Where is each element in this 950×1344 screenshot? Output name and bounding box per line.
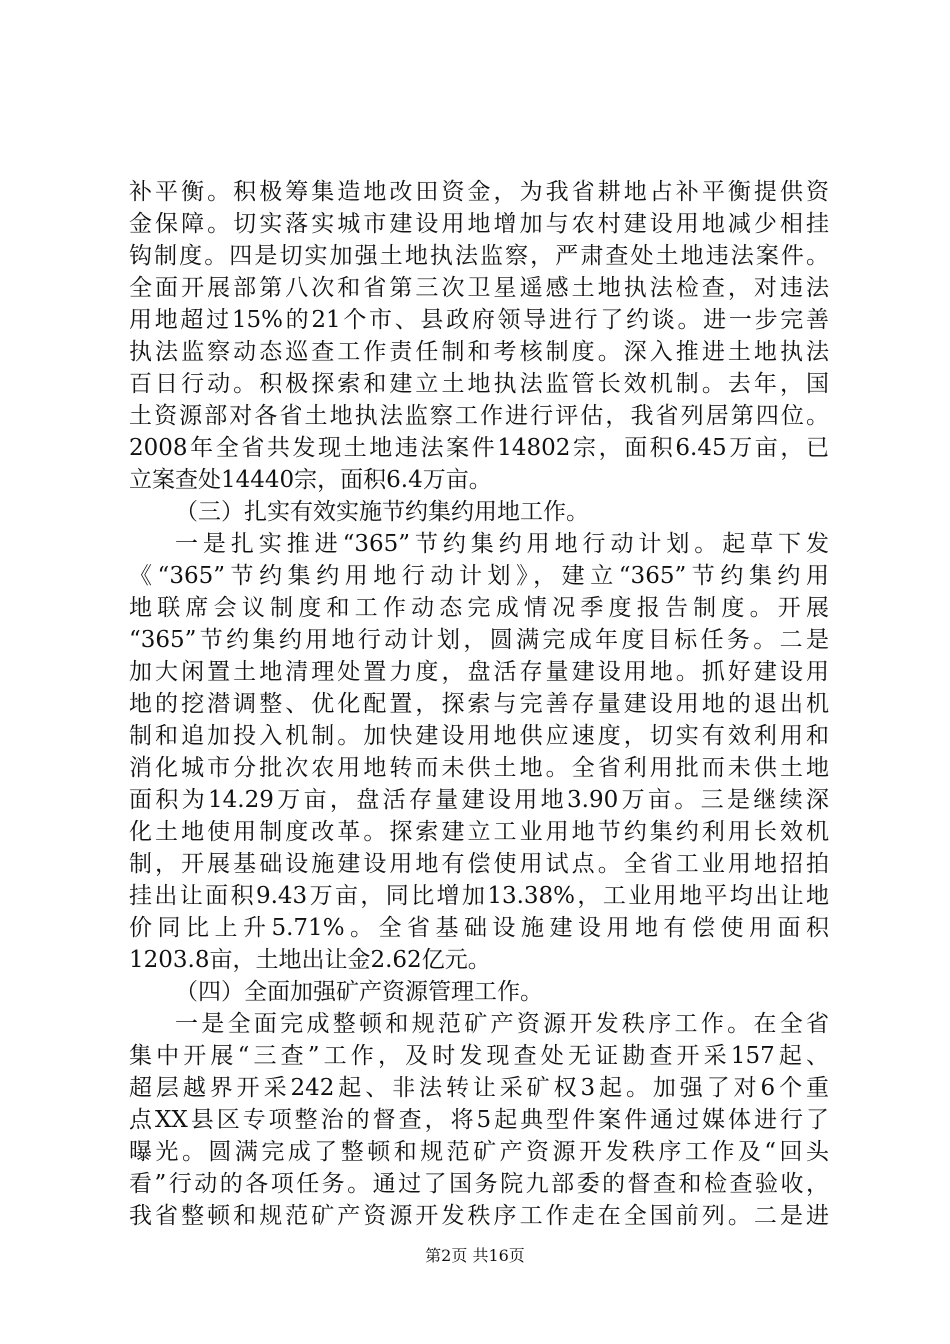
paragraph-line: 制和追加投入机制。加快建设用地供应速度，切实有效利用和	[129, 723, 829, 749]
page-footer: 第2页 共16页	[425, 1246, 525, 1265]
paragraph-line: 集中开展“三查”工作，及时发现查处无证勘查开采157起、	[129, 1043, 829, 1069]
paragraph-line: 钩制度。四是切实加强土地执法监察，严肃查处土地违法案件。	[129, 243, 829, 269]
paragraph-line: 挂出让面积9.43万亩，同比增加13.38%，工业用地平均出让地	[129, 883, 829, 909]
paragraph-line: 地的挖潜调整、优化配置，探索与完善存量建设用地的退出机	[129, 691, 829, 717]
paragraph-line: 价同比上升5.71%。全省基础设施建设用地有偿使用面积	[129, 915, 829, 941]
paragraph-line: 1203.8亩，土地出让金2.62亿元。	[129, 947, 491, 973]
paragraph-line: 百日行动。积极探索和建立土地执法监管长效机制。去年，国	[129, 371, 829, 397]
paragraph-line: 立案查处14440宗，面积6.4万亩。	[129, 467, 492, 493]
paragraph-line: 看”行动的各项任务。通过了国务院九部委的督查和检查验收，	[129, 1171, 829, 1197]
paragraph-line: 执法监察动态巡查工作责任制和考核制度。深入推进土地执法	[129, 339, 829, 365]
paragraph-line: 面积为14.29万亩，盘活存量建设用地3.90万亩。三是继续深	[129, 787, 829, 813]
paragraph-line: 金保障。切实落实城市建设用地增加与农村建设用地减少相挂	[129, 211, 829, 237]
paragraph-line: 我省整顿和规范矿产资源开发秩序工作走在全国前列。二是进	[129, 1203, 829, 1229]
paragraph-line: 超层越界开采242起、非法转让采矿权3起。加强了对6个重	[129, 1075, 829, 1101]
paragraph-line: 化土地使用制度改革。探索建立工业用地节约集约利用长效机	[129, 819, 829, 845]
paragraph-line: 地联席会议制度和工作动态完成情况季度报告制度。开展	[129, 595, 829, 621]
paragraph-line: 用地超过15%的21个市、县政府领导进行了约谈。进一步完善	[129, 307, 829, 333]
paragraph-line: 曝光。圆满完成了整顿和规范矿产资源开发秩序工作及“回头	[129, 1139, 829, 1165]
document-body	[129, 176, 829, 1232]
paragraph-line: 一是扎实推进“365”节约集约用地行动计划。起草下发	[175, 531, 829, 557]
paragraph-line: 全面开展部第八次和省第三次卫星遥感土地执法检查，对违法	[129, 275, 829, 301]
paragraph-line: 补平衡。积极筹集造地改田资金，为我省耕地占补平衡提供资	[129, 179, 829, 205]
paragraph-line: 点XX县区专项整治的督查，将5起典型件案件通过媒体进行了	[129, 1107, 829, 1133]
paragraph-line: 加大闲置土地清理处置力度，盘活存量建设用地。抓好建设用	[129, 659, 829, 685]
paragraph-line: 2008年全省共发现土地违法案件14802宗，面积6.45万亩，已	[129, 435, 829, 461]
paragraph-line: 《“365”节约集约用地行动计划》，建立“365”节约集约用	[129, 563, 829, 589]
section-heading: （四）全面加强矿产资源管理工作。	[175, 979, 543, 1005]
paragraph-line: 消化城市分批次农用地转而未供土地。全省利用批而未供土地	[129, 755, 829, 781]
section-heading: （三）扎实有效实施节约集约用地工作。	[175, 499, 589, 525]
paragraph-line: 土资源部对各省土地执法监察工作进行评估，我省列居第四位。	[129, 403, 829, 429]
paragraph-line: 一是全面完成整顿和规范矿产资源开发秩序工作。在全省	[175, 1011, 829, 1037]
paragraph-line: 制，开展基础设施建设用地有偿使用试点。全省工业用地招拍	[129, 851, 829, 877]
paragraph-line: “365”节约集约用地行动计划，圆满完成年度目标任务。二是	[129, 627, 829, 653]
